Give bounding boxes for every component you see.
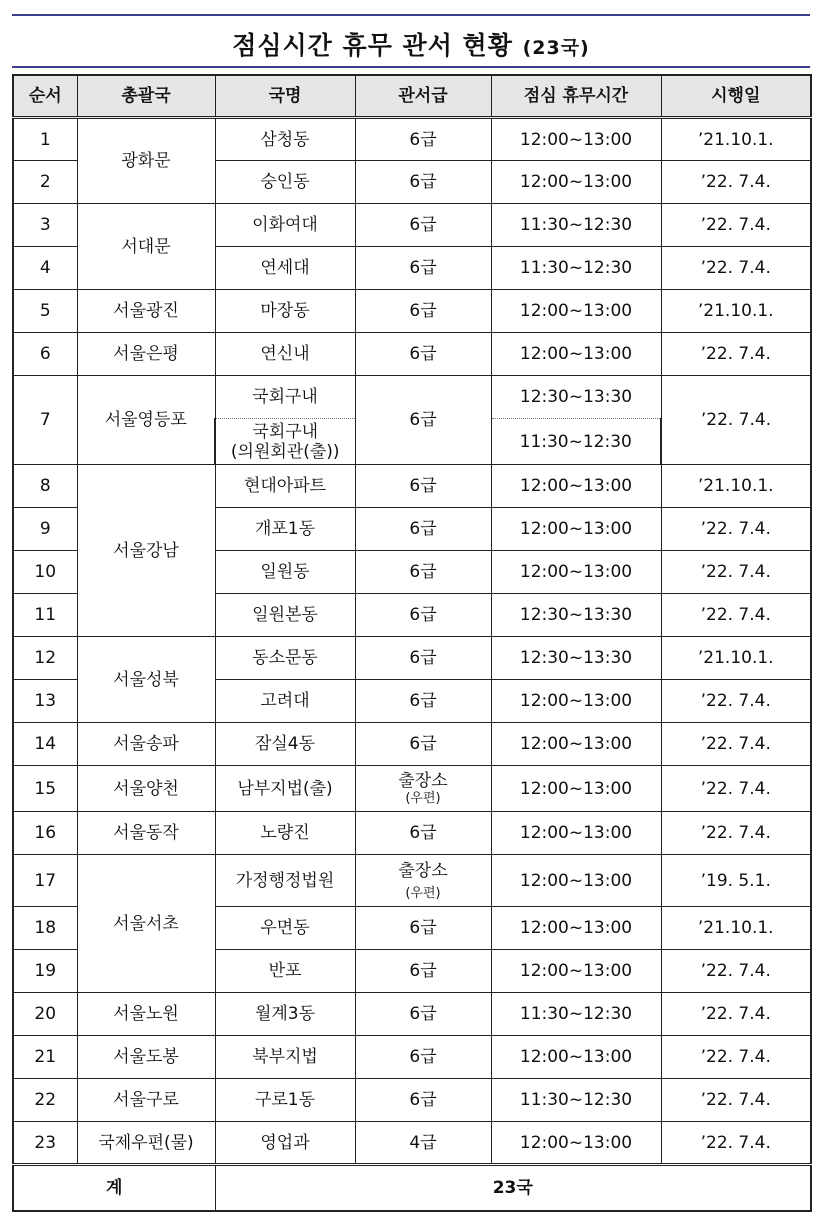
row-number: 14 (13, 723, 77, 766)
office-grade: 6급 (355, 680, 491, 723)
office-name: 노량진 (215, 812, 355, 855)
start-date: ’21.10.1. (661, 637, 811, 680)
office-grade: 6급 (355, 1079, 491, 1122)
row-number: 16 (13, 812, 77, 855)
office-name: 반포 (215, 950, 355, 993)
closure-time: 12:00~13:00 (491, 161, 661, 204)
closure-time: 12:00~13:00 (491, 1122, 661, 1165)
office-name: 구로1동 (215, 1079, 355, 1122)
hq-cell: 서울구로 (77, 1079, 215, 1122)
office-grade: 4급 (355, 1122, 491, 1165)
hq-cell: 국제우편(물) (77, 1122, 215, 1165)
office-grade: 6급 (355, 637, 491, 680)
office-name-line: 국회구내 (252, 421, 319, 442)
start-date: ’22. 7.4. (661, 204, 811, 247)
row-number: 19 (13, 950, 77, 993)
office-name: 일원동 (215, 551, 355, 594)
header-cell: 순서 (13, 75, 77, 118)
hq-cell: 서울양천 (77, 766, 215, 812)
row-number: 9 (13, 508, 77, 551)
office-grade: 6급 (355, 907, 491, 950)
row-number: 15 (13, 766, 77, 812)
office-grade: 6급 (355, 993, 491, 1036)
office-name: 국회구내 (215, 376, 355, 419)
header-cell: 시행일 (661, 75, 811, 118)
office-grade (355, 855, 491, 907)
grade-note: (우편) (405, 885, 441, 901)
hq-cell: 서울도봉 (77, 1036, 215, 1079)
row-number: 5 (13, 290, 77, 333)
closure-time: 12:00~13:00 (491, 907, 661, 950)
closure-time: 12:00~13:00 (491, 680, 661, 723)
table-row (13, 290, 811, 333)
start-date: ’22. 7.4. (661, 551, 811, 594)
closure-time: 12:00~13:00 (491, 766, 661, 812)
office-grade (355, 766, 491, 812)
closure-time: 12:00~13:00 (491, 551, 661, 594)
office-grade: 6급 (355, 950, 491, 993)
hq-cell: 서울송파 (77, 723, 215, 766)
row-number: 7 (13, 376, 77, 465)
office-grade: 6급 (355, 551, 491, 594)
office-name: 숭인동 (215, 161, 355, 204)
row-number: 17 (13, 855, 77, 907)
office-name: 영업과 (215, 1122, 355, 1165)
office-name: 마장동 (215, 290, 355, 333)
office-grade: 6급 (355, 812, 491, 855)
start-date: ’22. 7.4. (661, 508, 811, 551)
total-value: 23국 (215, 1165, 811, 1212)
hq-cell: 서울노원 (77, 993, 215, 1036)
closure-time: 12:00~13:00 (491, 855, 661, 907)
row-number: 20 (13, 993, 77, 1036)
office-name: 우면동 (215, 907, 355, 950)
office-name: 일원본동 (215, 594, 355, 637)
row-number: 8 (13, 465, 77, 508)
table-row (13, 723, 811, 766)
closure-time: 11:30~12:30 (491, 419, 661, 465)
office-name: 현대아파트 (215, 465, 355, 508)
start-date: ’22. 7.4. (661, 594, 811, 637)
row-number: 12 (13, 637, 77, 680)
start-date: ’19. 5.1. (661, 855, 811, 907)
start-date: ’22. 7.4. (661, 723, 811, 766)
hq-cell: 광화문 (77, 118, 215, 204)
row-number: 22 (13, 1079, 77, 1122)
office-name: 잠실4동 (215, 723, 355, 766)
office-name-note: (의원회관(출)) (230, 441, 340, 462)
row-number: 23 (13, 1122, 77, 1165)
table-row (13, 993, 811, 1036)
grade-line: 출장소 (398, 860, 448, 881)
closure-time: 12:30~13:30 (491, 376, 661, 419)
table-row (13, 333, 811, 376)
table-row (13, 204, 811, 247)
row-number: 11 (13, 594, 77, 637)
start-date: ’22. 7.4. (661, 812, 811, 855)
hq-cell: 서울강남 (77, 465, 215, 637)
table-row (13, 1079, 811, 1122)
grade-line: 출장소 (398, 771, 448, 791)
office-name: 삼청동 (215, 118, 355, 161)
header-row (13, 75, 811, 118)
table-row (13, 766, 811, 812)
office-grade: 6급 (355, 204, 491, 247)
header-cell: 점심 휴무시간 (491, 75, 661, 118)
row-number: 2 (13, 161, 77, 204)
office-grade: 6급 (355, 376, 491, 465)
start-date: ’21.10.1. (661, 907, 811, 950)
table-row (13, 376, 811, 419)
office-grade: 6급 (355, 465, 491, 508)
hq-cell: 서울광진 (77, 290, 215, 333)
row-number: 4 (13, 247, 77, 290)
start-date: ’22. 7.4. (661, 766, 811, 812)
office-name: 가정행정법원 (215, 855, 355, 907)
hq-cell: 서울서초 (77, 855, 215, 993)
closure-time: 12:00~13:00 (491, 333, 661, 376)
closure-time: 12:00~13:00 (491, 290, 661, 333)
row-number: 6 (13, 333, 77, 376)
hq-cell: 서울동작 (77, 812, 215, 855)
row-number: 3 (13, 204, 77, 247)
title-count: (23국) (522, 37, 590, 59)
closure-time: 11:30~12:30 (491, 993, 661, 1036)
office-name: 이화여대 (215, 204, 355, 247)
closure-time: 12:00~13:00 (491, 508, 661, 551)
closure-time: 12:00~13:00 (491, 723, 661, 766)
total-row (13, 1165, 811, 1212)
hq-cell: 서울은평 (77, 333, 215, 376)
start-date: ’22. 7.4. (661, 950, 811, 993)
row-number: 18 (13, 907, 77, 950)
hq-cell: 서울성북 (77, 637, 215, 723)
start-date: ’22. 7.4. (661, 161, 811, 204)
closure-time: 12:00~13:00 (491, 118, 661, 161)
office-grade: 6급 (355, 594, 491, 637)
office-grade: 6급 (355, 247, 491, 290)
start-date: ’22. 7.4. (661, 376, 811, 465)
table-row (13, 855, 811, 907)
office-grade: 6급 (355, 118, 491, 161)
header-cell: 관서급 (355, 75, 491, 118)
closure-time: 12:00~13:00 (491, 812, 661, 855)
start-date: ’22. 7.4. (661, 1036, 811, 1079)
row-number: 10 (13, 551, 77, 594)
start-date: ’22. 7.4. (661, 993, 811, 1036)
closure-table (12, 74, 812, 1212)
table-row (13, 1122, 811, 1165)
start-date: ’21.10.1. (661, 118, 811, 161)
closure-time: 12:30~13:30 (491, 637, 661, 680)
office-name: 연신내 (215, 333, 355, 376)
office-grade: 6급 (355, 161, 491, 204)
closure-time: 11:30~12:30 (491, 247, 661, 290)
title-text: 점심시간 휴무 관서 현황 (232, 31, 513, 60)
hq-cell: 서대문 (77, 204, 215, 290)
office-grade: 6급 (355, 508, 491, 551)
table-row (13, 1036, 811, 1079)
office-grade: 6급 (355, 1036, 491, 1079)
office-name: 개포1동 (215, 508, 355, 551)
table-row (13, 637, 811, 680)
office-name: 고려대 (215, 680, 355, 723)
office-name: 북부지법 (215, 1036, 355, 1079)
row-number: 13 (13, 680, 77, 723)
office-name-sub (215, 419, 355, 465)
closure-time: 11:30~12:30 (491, 1079, 661, 1122)
page-title (0, 26, 822, 62)
table-row (13, 812, 811, 855)
start-date: ’22. 7.4. (661, 680, 811, 723)
table-row (13, 118, 811, 161)
office-name: 동소문동 (215, 637, 355, 680)
start-date: ’22. 7.4. (661, 247, 811, 290)
start-date: ’22. 7.4. (661, 1079, 811, 1122)
top-rule (12, 14, 810, 16)
header-cell: 총괄국 (77, 75, 215, 118)
grade-note: (우편) (405, 791, 441, 806)
office-name: 연세대 (215, 247, 355, 290)
office-grade: 6급 (355, 290, 491, 333)
closure-time: 11:30~12:30 (491, 204, 661, 247)
start-date: ’22. 7.4. (661, 333, 811, 376)
title-underline (12, 66, 810, 68)
total-label: 계 (13, 1165, 215, 1212)
start-date: ’21.10.1. (661, 465, 811, 508)
row-number: 21 (13, 1036, 77, 1079)
table-row (13, 465, 811, 508)
closure-time: 12:00~13:00 (491, 1036, 661, 1079)
closure-time: 12:30~13:30 (491, 594, 661, 637)
start-date: ’21.10.1. (661, 290, 811, 333)
office-name: 남부지법(출) (215, 766, 355, 812)
office-name: 월계3동 (215, 993, 355, 1036)
office-grade: 6급 (355, 333, 491, 376)
closure-time: 12:00~13:00 (491, 465, 661, 508)
office-grade: 6급 (355, 723, 491, 766)
hq-cell: 서울영등포 (77, 376, 215, 465)
header-cell: 국명 (215, 75, 355, 118)
start-date: ’22. 7.4. (661, 1122, 811, 1165)
row-number: 1 (13, 118, 77, 161)
closure-time: 12:00~13:00 (491, 950, 661, 993)
